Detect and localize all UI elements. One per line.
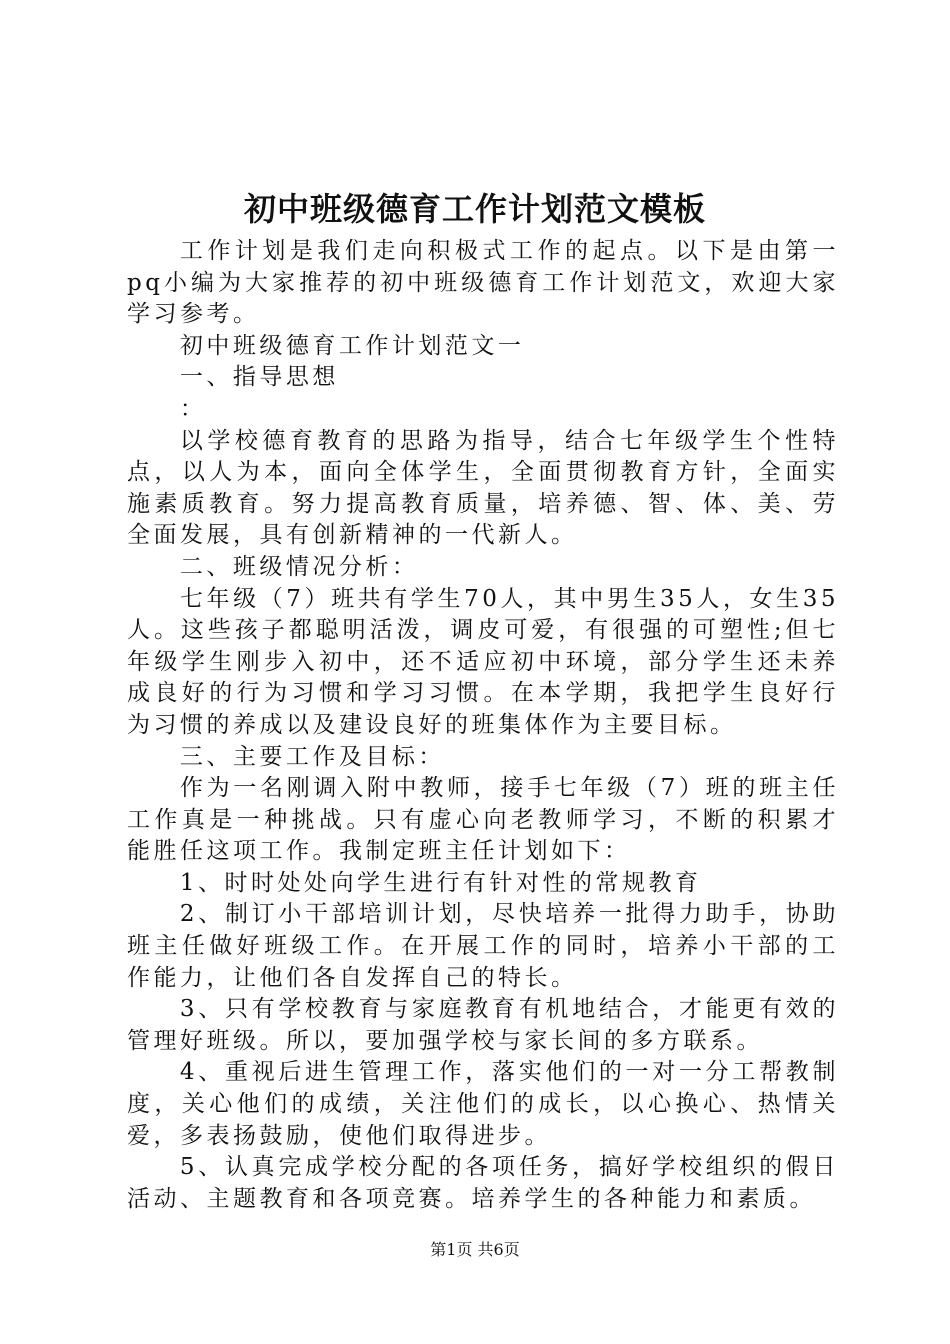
document-body [127, 236, 839, 1215]
guiding-thought-paragraph: 以学校德育教育的思路为指导，结合七年级学生个性特点，以人为本，面向全体学生，全面贯彻教育方针，全面实施素质教育。努力提高教育质量，培养德、智、体、美、劳全面发展，具有创新精神的一代新人。 [127, 427, 839, 549]
colon-line: ： [179, 395, 207, 422]
page-footer: 第1页 共6页 [430, 1240, 520, 1259]
section-heading-class-analysis: 二、班级情况分析： [179, 553, 419, 580]
list-item-5: 5、认真完成学校分配的各项任务，搞好学校组织的假日活动、主题教育和各项竞赛。培养学生的各种能力和素质。 [127, 1154, 839, 1212]
page-title: 初中班级德育工作计划范文模板 [243, 190, 706, 228]
list-item-4: 4、重视后进生管理工作，落实他们的一对一分工帮教制度，关心他们的成绩，关注他们的成长，以心换心、热情关爱，多表扬鼓励，使他们取得进步。 [127, 1059, 839, 1149]
section-heading-main-work: 三、主要工作及目标： [179, 743, 445, 770]
section-heading-guiding-thought: 一、指导思想 [179, 364, 339, 391]
class-analysis-paragraph: 七年级（7）班共有学生70人，其中男生35人，女生35人。这些孩子都聪明活泼，调皮可爱，有很强的可塑性;但七年级学生刚步入初中，还不适应初中环境，部分学生还未养成良好的行为习惯和学习习惯。在本学期，我把学生良好行为习惯的养成以及建设良好的班集体作为主要目标。 [127, 585, 839, 738]
list-item-3: 3、只有学校教育与家庭教育有机地结合，才能更有效的管理好班级。所以，要加强学校与家长间的多方联系。 [127, 996, 839, 1054]
main-work-paragraph: 作为一名刚调入附中教师，接手七年级（7）班的班主任工作真是一种挑战。只有虚心向老教师学习，不断的积累才能胜任这项工作。我制定班主任计划如下： [127, 775, 839, 865]
intro-paragraph: 工作计划是我们走向积极式工作的起点。以下是由第一pq小编为大家推荐的初中班级德育工作计划范文，欢迎大家学习参考。 [127, 238, 839, 328]
section-heading-sample-one: 初中班级德育工作计划范文一 [179, 332, 525, 359]
list-item-1: 1、时时处处向学生进行有针对性的常规教育 [179, 869, 702, 896]
list-item-2: 2、制订小干部培训计划，尽快培养一批得力助手，协助班主任做好班级工作。在开展工作的同时，培养小干部的工作能力，让他们各自发挥自己的特长。 [127, 901, 839, 991]
